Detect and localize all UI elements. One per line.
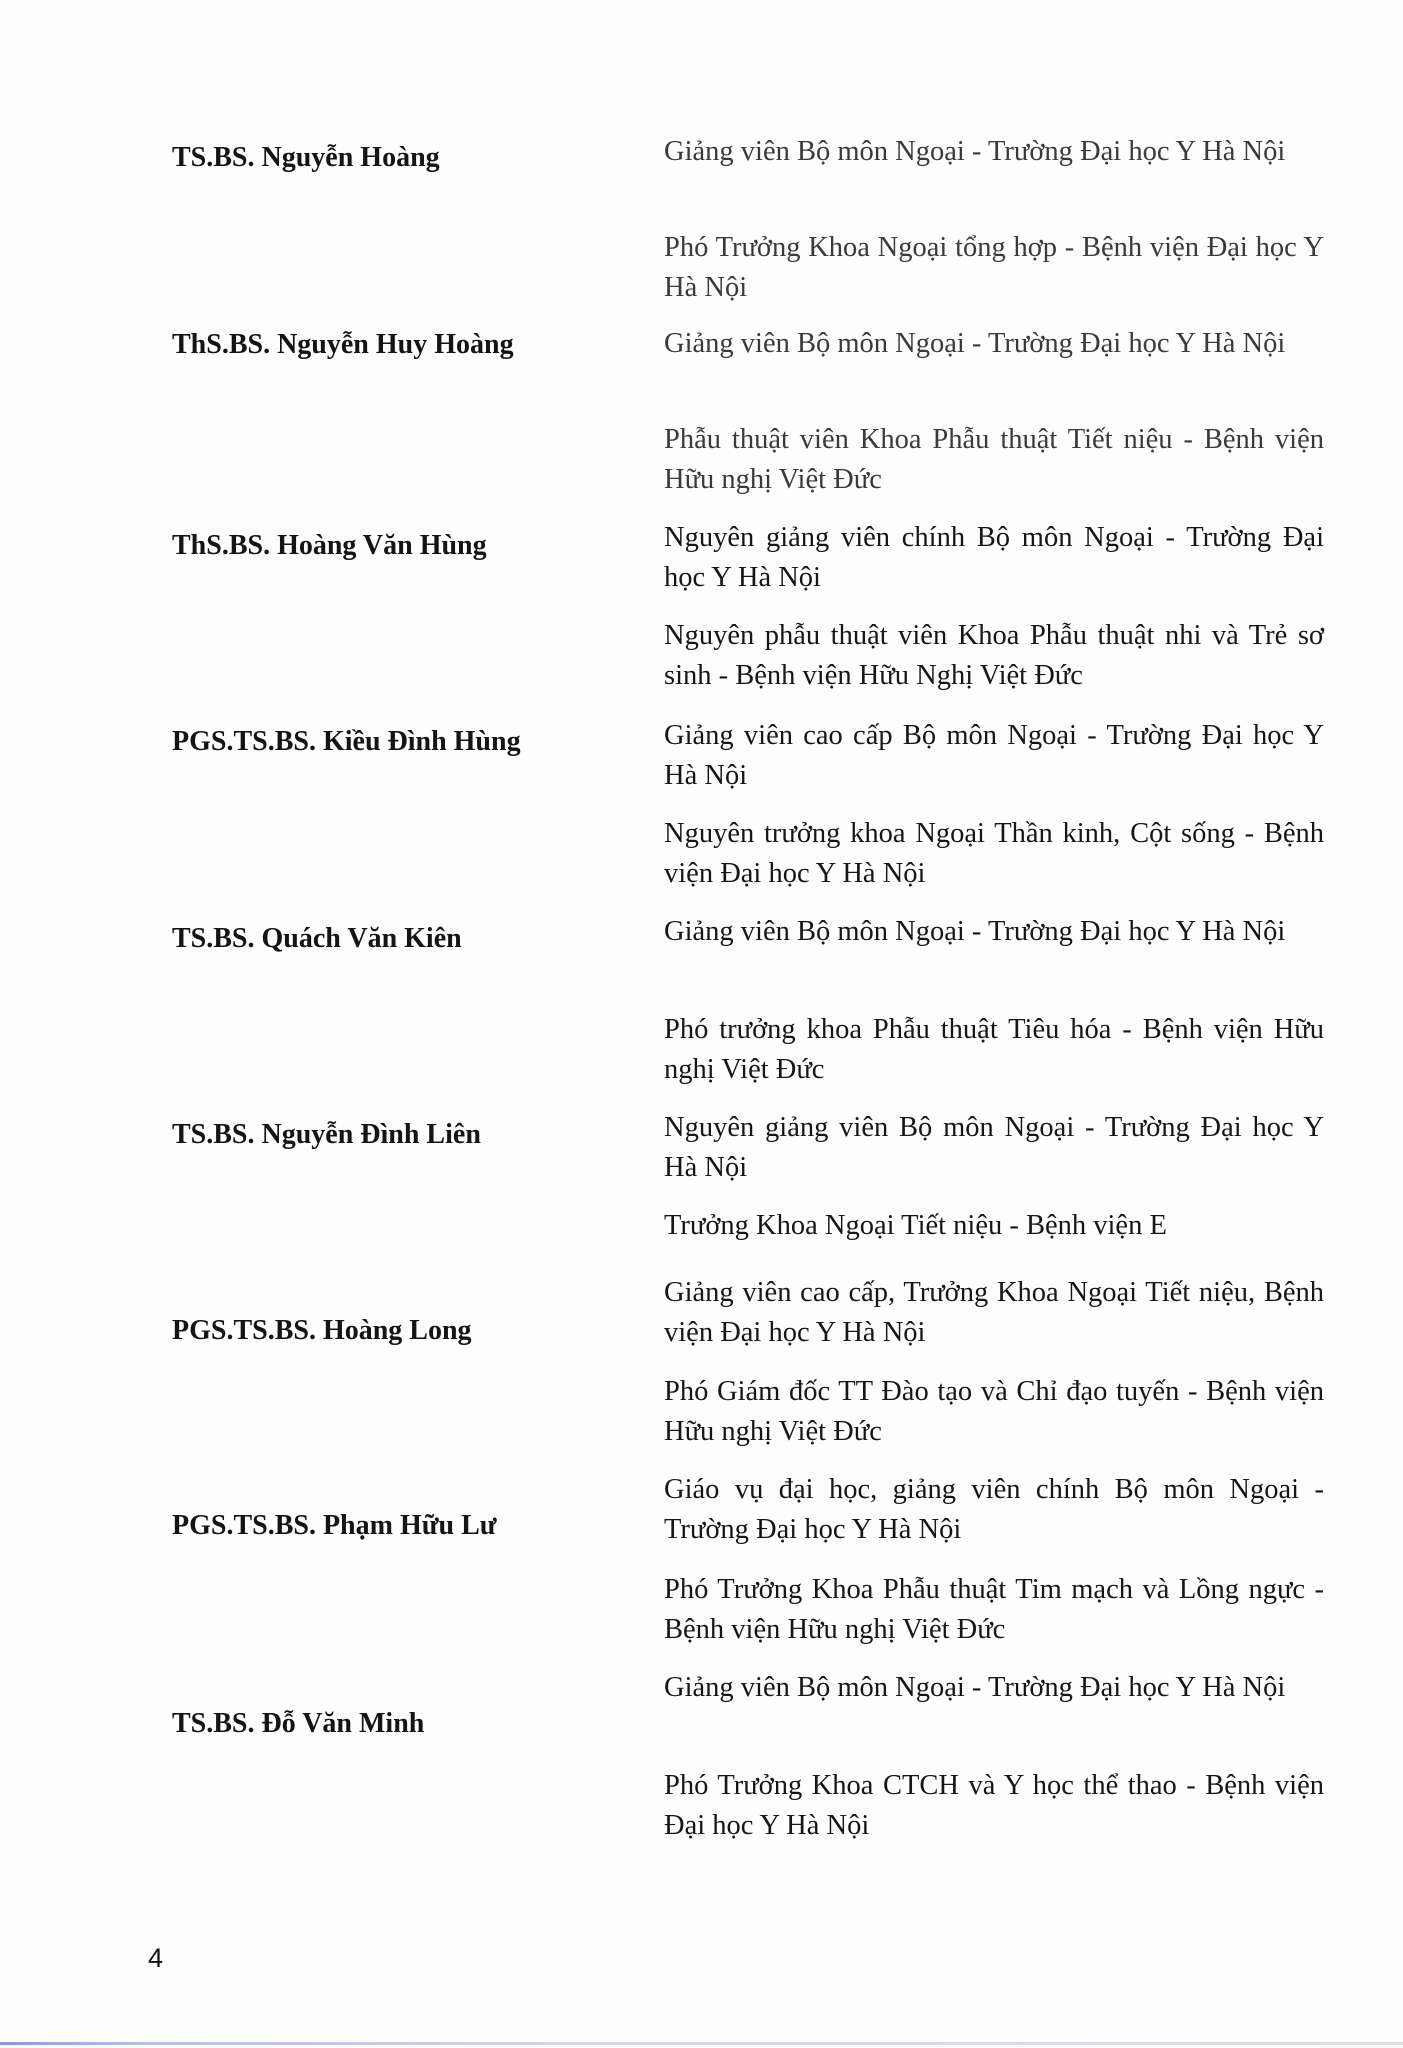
page-edge-divider: [0, 2042, 1403, 2045]
author-role: Giảng viên Bộ môn Ngoại - Trường Đại học Y Hà Nội: [664, 1672, 1286, 1703]
author-role: Giảng viên cao cấp Bộ môn Ngoại - Trường Đại học Y Hà Nội: [664, 720, 1324, 791]
author-name: ThS.BS. Hoàng Văn Hùng: [172, 530, 487, 561]
author-name: PGS.TS.BS. Phạm Hữu Lư: [172, 1510, 497, 1541]
author-name: TS.BS. Quách Văn Kiên: [172, 923, 462, 954]
author-name: ThS.BS. Nguyễn Huy Hoàng: [172, 329, 514, 360]
author-role: Giảng viên Bộ môn Ngoại - Trường Đại học Y Hà Nội: [664, 136, 1286, 167]
author-role: Nguyên trưởng khoa Ngoại Thần kinh, Cột sống - Bệnh viện Đại học Y Hà Nội: [664, 818, 1324, 889]
author-name: PGS.TS.BS. Kiều Đình Hùng: [172, 726, 521, 757]
author-name: TS.BS. Nguyễn Hoàng: [172, 142, 440, 173]
author-role: Giảng viên Bộ môn Ngoại - Trường Đại học Y Hà Nội: [664, 916, 1286, 947]
author-role: Trưởng Khoa Ngoại Tiết niệu - Bệnh viện E: [664, 1210, 1167, 1241]
author-name: TS.BS. Đỗ Văn Minh: [172, 1708, 425, 1739]
author-role: Giảng viên Bộ môn Ngoại - Trường Đại học Y Hà Nội: [664, 328, 1286, 359]
author-role: Phó Giám đốc TT Đào tạo và Chỉ đạo tuyến - Bệnh viện Hữu nghị Việt Đức: [664, 1376, 1324, 1447]
author-name: TS.BS. Nguyễn Đình Liên: [172, 1119, 481, 1150]
author-role: Phó Trưởng Khoa Ngoại tổng hợp - Bệnh viện Đại học Y Hà Nội: [664, 232, 1324, 303]
author-role: Giảng viên cao cấp, Trưởng Khoa Ngoại Tiết niệu, Bệnh viện Đại học Y Hà Nội: [664, 1277, 1324, 1348]
author-role: Nguyên giảng viên chính Bộ môn Ngoại - Trường Đại học Y Hà Nội: [664, 522, 1324, 593]
author-role: Giáo vụ đại học, giảng viên chính Bộ môn Ngoại - Trường Đại học Y Hà Nội: [664, 1474, 1324, 1545]
author-role: Nguyên giảng viên Bộ môn Ngoại - Trường Đại học Y Hà Nội: [664, 1112, 1324, 1183]
author-role: Nguyên phẫu thuật viên Khoa Phẫu thuật nhi và Trẻ sơ sinh - Bệnh viện Hữu Nghị Việt Đức: [664, 620, 1324, 691]
author-name: PGS.TS.BS. Hoàng Long: [172, 1315, 472, 1346]
page-number: 4: [148, 1943, 164, 1973]
author-role: Phó Trưởng Khoa Phẫu thuật Tim mạch và Lồng ngực - Bệnh viện Hữu nghị Việt Đức: [664, 1574, 1324, 1645]
author-role: Phó Trưởng Khoa CTCH và Y học thể thao - Bệnh viện Đại học Y Hà Nội: [664, 1770, 1324, 1841]
author-role: Phó trưởng khoa Phẫu thuật Tiêu hóa - Bệnh viện Hữu nghị Việt Đức: [664, 1014, 1324, 1085]
author-role: Phẫu thuật viên Khoa Phẫu thuật Tiết niệu - Bệnh viện Hữu nghị Việt Đức: [664, 424, 1324, 495]
